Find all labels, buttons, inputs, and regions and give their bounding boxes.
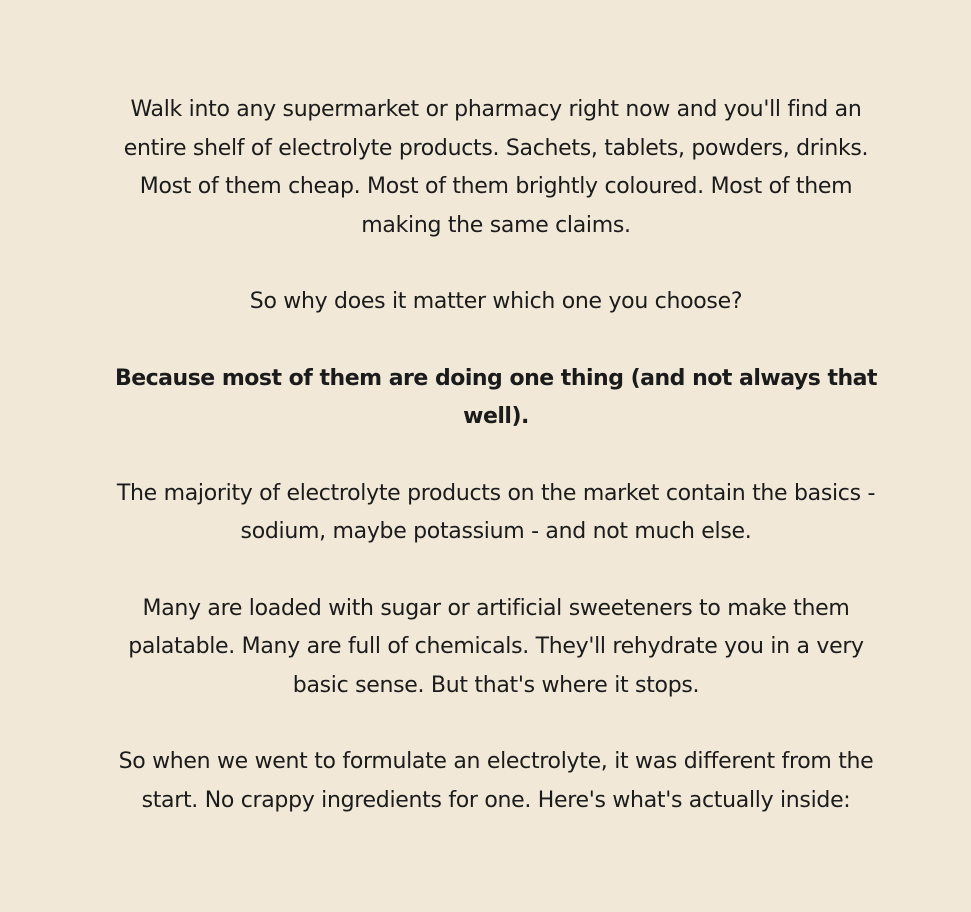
- paragraph-question: So why does it matter which one you choose?: [249, 289, 743, 314]
- paragraph-sugar: Many are loaded with sugar or artificial sweeteners to make them palatable. Many are full of chemicals. They'll rehydrate you in a very basic sense. But that's where it stops.: [128, 595, 864, 698]
- article-body: [100, 91, 892, 820]
- paragraph-emphasis: Because most of them are doing one thing (and not always that well).: [114, 365, 878, 429]
- paragraph-basics: The majority of electrolyte products on the market contain the basics - sodium, maybe potassium - and not much else.: [116, 480, 876, 544]
- paragraph-intro: Walk into any supermarket or pharmacy right now and you'll find an entire shelf of electrolyte products. Sachets, tablets, powders, drinks. Most of them cheap. Most of them brightly coloured. Most of them making the same claims.: [123, 97, 869, 238]
- paragraph-formulation: So when we went to formulate an electrolyte, it was different from the start. No crappy ingredients for one. Here's what's actually inside:: [118, 749, 874, 813]
